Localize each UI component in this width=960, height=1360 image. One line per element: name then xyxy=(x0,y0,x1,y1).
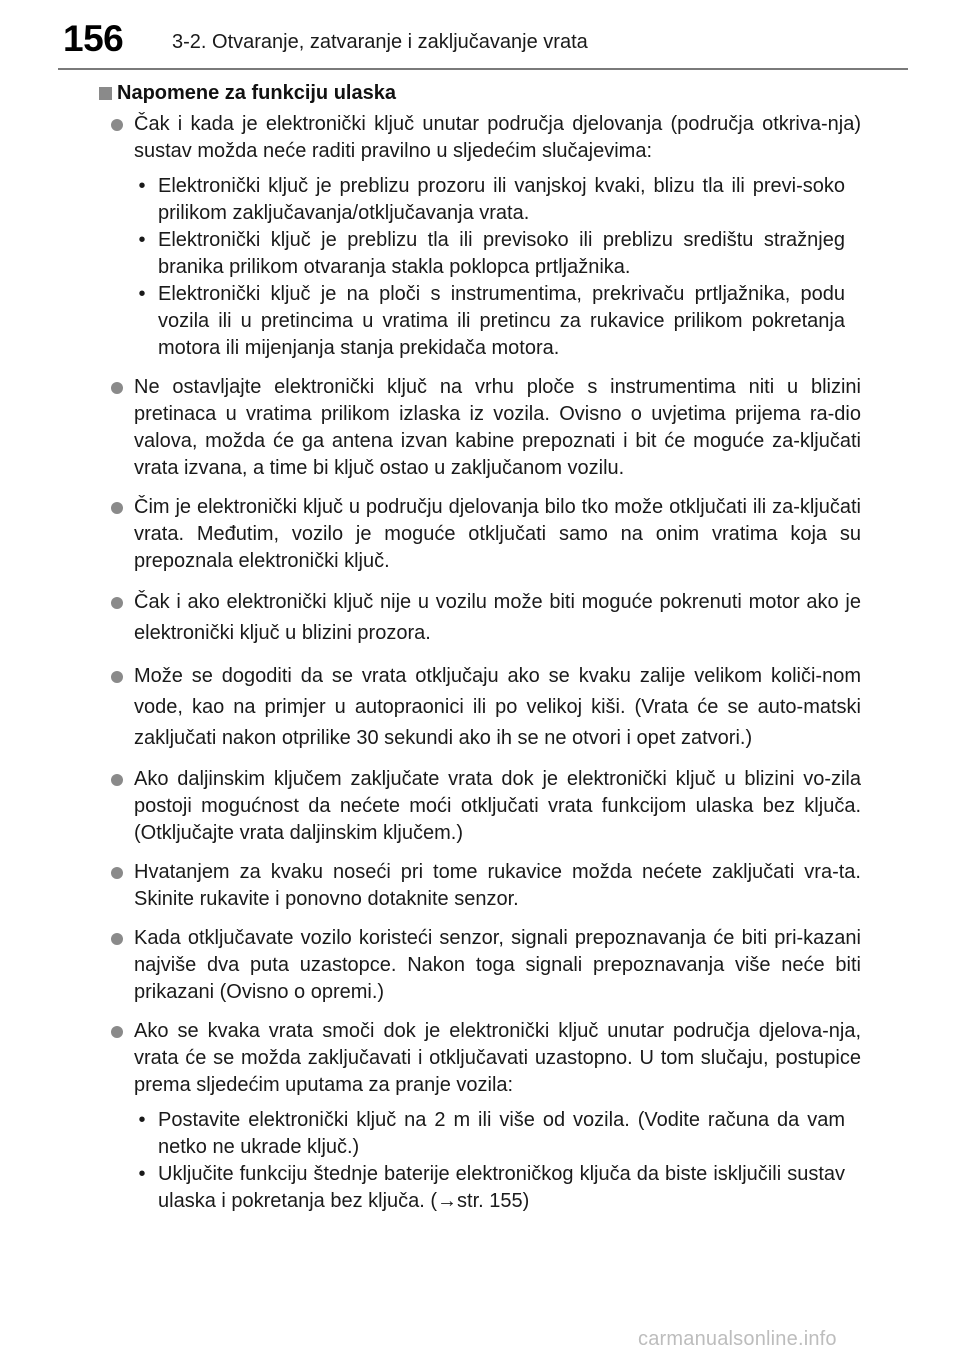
circle-bullet-icon xyxy=(111,933,123,945)
dot-bullet-icon: • xyxy=(138,1163,146,1185)
section-heading xyxy=(97,80,861,107)
section-heading-text: Napomene za funkciju ulaska xyxy=(117,82,396,104)
watermark: carmanualsonline.info xyxy=(638,1328,837,1350)
sub-item-text: Postavite elektronički ključ na 2 m ili više od vozila. (Vodite računa da vam netko ne ukrade ključ.) xyxy=(158,1109,845,1158)
page-header xyxy=(0,0,960,80)
sub-list-item xyxy=(134,281,861,362)
circle-bullet-icon xyxy=(111,597,123,609)
circle-bullet-icon xyxy=(111,867,123,879)
sub-list xyxy=(134,173,861,362)
sub-list-item xyxy=(134,1161,861,1215)
sub-item-text: Elektronički ključ je preblizu tla ili previsoko ili preblizu središtu stražnjeg branika prilikom otvaranja stakla poklopca prtljažnika. xyxy=(158,229,845,278)
header-divider xyxy=(58,68,908,70)
dot-bullet-icon: • xyxy=(138,175,146,197)
circle-bullet-icon xyxy=(111,1026,123,1038)
note-text: Kada otključavate vozilo koristeći senzor, signali prepoznavanja će biti pri-kazani najviše dva puta uzastopce. Nakon toga signali prepoznavanja više neće biti prikazani (Ovisno o opremi.) xyxy=(134,927,861,1003)
note-item xyxy=(97,925,861,1006)
circle-bullet-icon xyxy=(111,671,123,683)
note-text: Čak i kada je elektronički ključ unutar područja djelovanja (područja otkriva-nja) sustav možda neće raditi pravilno u sljedećim slučajevima: xyxy=(134,113,861,162)
dot-bullet-icon: • xyxy=(138,1109,146,1131)
circle-bullet-icon xyxy=(111,119,123,131)
note-item xyxy=(97,111,861,362)
sub-list-item xyxy=(134,1107,861,1161)
page-content xyxy=(97,80,861,1227)
sub-item-text: Elektronički ključ je preblizu prozoru ili vanjskoj kvaki, blizu tla ili previ-soko prilikom zaključavanja/otključavanja vrata. xyxy=(158,175,845,224)
page-number: 156 xyxy=(63,18,124,59)
note-item xyxy=(97,1018,861,1215)
note-text: Ako daljinskim ključem zaključate vrata dok je elektronički ključ u blizini vo-zila postoji mogućnost da nećete moći otključati vrata funkcijom ulaska bez ključa. (Otključajte vrata daljinskim ključem.) xyxy=(134,768,861,844)
note-text: Čak i ako elektronički ključ nije u vozilu može biti moguće pokrenuti motor ako je elektronički ključ u blizini prozora. xyxy=(134,591,861,644)
note-text: Ako se kvaka vrata smoči dok je elektronički ključ unutar područja djelova-nja, vrata će se možda zaključavati i otključavati uzastopno. U tom slučaju, postupice prema sljedećim uputama za pranje vozila: xyxy=(134,1020,861,1096)
note-item xyxy=(97,859,861,913)
circle-bullet-icon xyxy=(111,774,123,786)
dot-bullet-icon: • xyxy=(138,229,146,251)
dot-bullet-icon: • xyxy=(138,283,146,305)
note-text: Hvatanjem za kvaku noseći pri tome rukavice možda nećete zaključati vra-ta. Skinite rukavite i ponovno dotaknite senzor. xyxy=(134,861,861,910)
circle-bullet-icon xyxy=(111,502,123,514)
note-item xyxy=(97,587,861,649)
note-text: Može se dogoditi da se vrata otključaju ako se kvaku zalije velikom količi-nom vode, kao na primjer u autopraonici ili po velikoj kiši. (Vrata će se auto-matski zaključati nakon otprilike 30 sekundi ako ih se ne otvori i opet zatvori.) xyxy=(134,665,861,749)
square-marker-icon xyxy=(99,87,112,100)
notes-list xyxy=(97,111,861,1215)
circle-bullet-icon xyxy=(111,382,123,394)
sub-list xyxy=(134,1107,861,1215)
sub-item-text: Uključite funkciju štednje baterije elektroničkog ključa da biste isključili sustav ulaska i pokretanja bez ključa. (→str. 155) xyxy=(158,1163,845,1212)
note-item xyxy=(97,374,861,482)
note-text: Čim je elektronički ključ u području djelovanja bilo tko može otključati ili za-ključati vrata. Međutim, vozilo je moguće otključati samo na onim vratima koja su prepoznala elektronički ključ. xyxy=(134,496,861,572)
note-item xyxy=(97,661,861,754)
sub-list-item xyxy=(134,227,861,281)
note-text: Ne ostavljajte elektronički ključ na vrhu ploče s instrumentima niti u blizini pretinaca u vratima prilikom izlaska iz vozila. Ovisno o uvjetima prijema ra-dio valova, možda će ga antena izvan kabine prepoznati i bit će moguće za-ključati vrata izvana, a time bi ključ ostao u zaključanom vozilu. xyxy=(134,376,861,479)
note-item xyxy=(97,494,861,575)
sub-item-text: Elektronički ključ je na ploči s instrumentima, prekrivaču prtljažnika, podu vozila ili u pretincima u vratima ili pretincu za rukavice prilikom pokretanja motora ili mijenjanja stanja prekidača motora. xyxy=(158,283,845,359)
note-item xyxy=(97,766,861,847)
section-title: 3-2. Otvaranje, zatvaranje i zaključavanje vrata xyxy=(172,31,588,53)
sub-list-item xyxy=(134,173,861,227)
